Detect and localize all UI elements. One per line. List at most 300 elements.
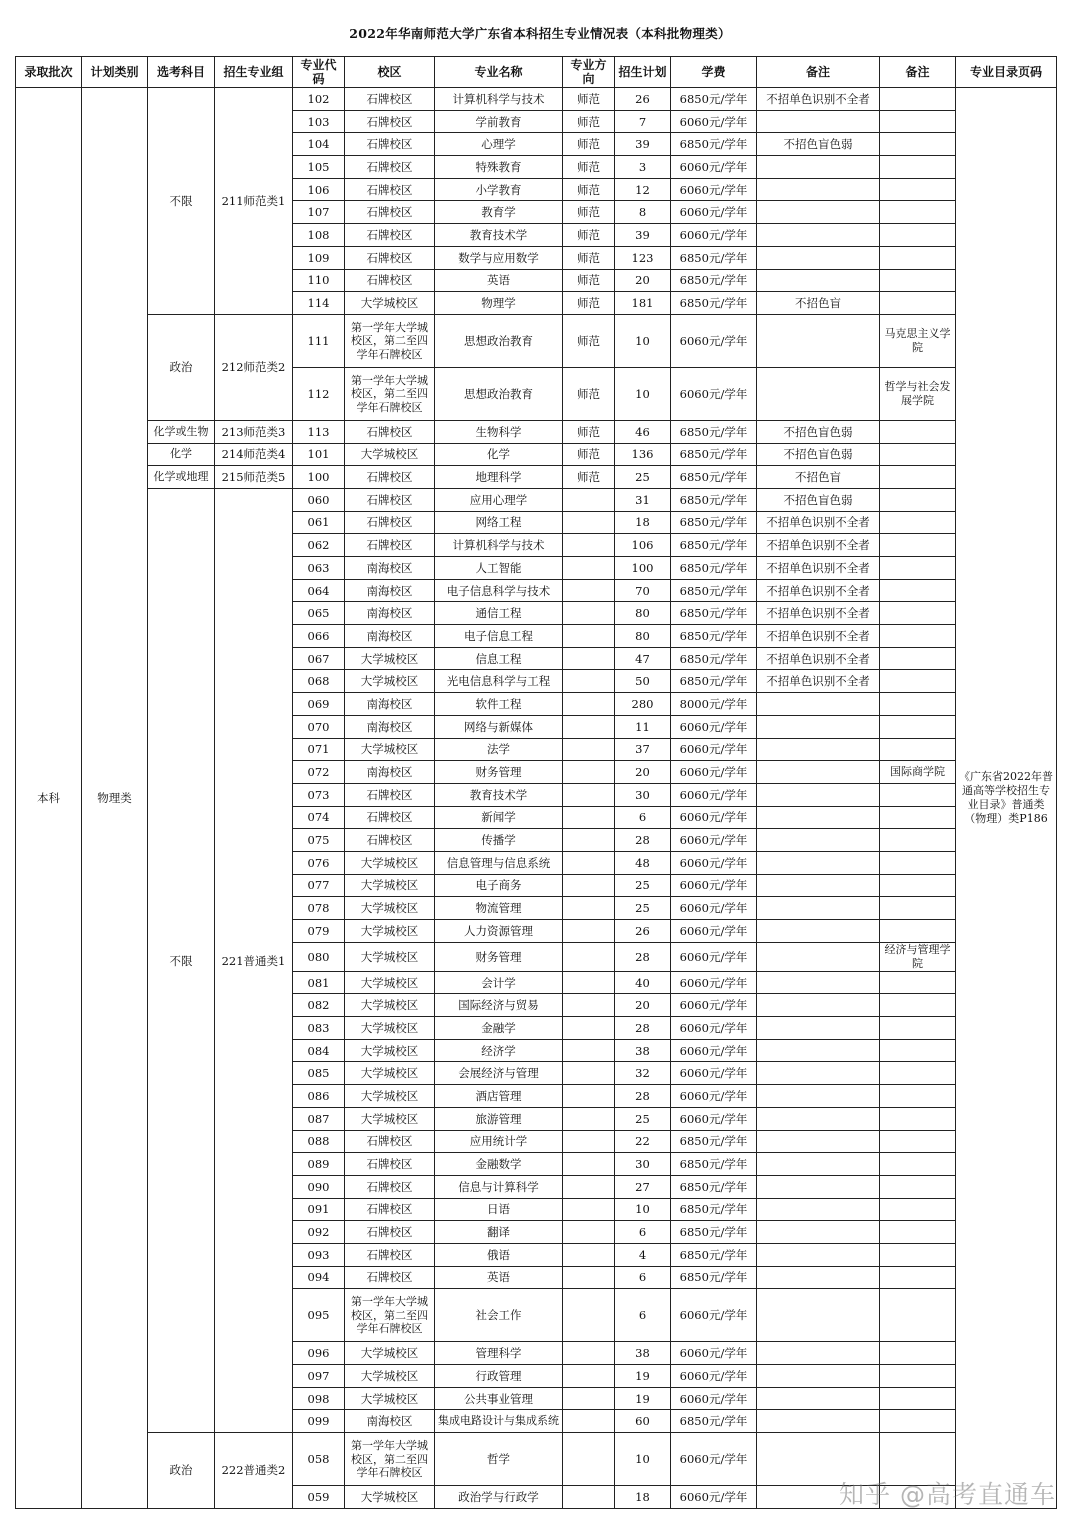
direction-cell bbox=[563, 874, 615, 897]
remark2-cell-text: 经济与管理学院 bbox=[884, 942, 951, 970]
enrollment-plan-cell: 6 bbox=[615, 1221, 671, 1244]
remark2-cell bbox=[880, 874, 956, 897]
tuition-cell: 6850元/学年 bbox=[671, 1175, 757, 1198]
tuition-cell: 6850元/学年 bbox=[671, 88, 757, 111]
remark2-cell bbox=[880, 693, 956, 716]
remark-cell bbox=[757, 1085, 880, 1108]
enrollment-plan-cell: 8 bbox=[615, 201, 671, 224]
remark-cell bbox=[757, 1017, 880, 1040]
direction-cell bbox=[563, 625, 615, 648]
major-code-cell: 072 bbox=[293, 761, 345, 784]
remark-cell: 不招单色识别不全者 bbox=[757, 647, 880, 670]
major-name-cell: 翻译 bbox=[435, 1221, 563, 1244]
direction-cell bbox=[563, 1266, 615, 1289]
column-header: 校区 bbox=[345, 57, 435, 88]
remark2-cell bbox=[880, 738, 956, 761]
major-code-cell: 090 bbox=[293, 1175, 345, 1198]
major-name-cell: 金融学 bbox=[435, 1017, 563, 1040]
enrollment-plan-cell: 18 bbox=[615, 511, 671, 534]
tuition-cell: 6850元/学年 bbox=[671, 1153, 757, 1176]
major-name-cell: 教育学 bbox=[435, 201, 563, 224]
direction-cell bbox=[563, 488, 615, 511]
column-header: 录取批次 bbox=[16, 57, 82, 88]
enrollment-plan-cell: 80 bbox=[615, 602, 671, 625]
remark2-cell bbox=[880, 1365, 956, 1388]
major-name-cell: 社会工作 bbox=[435, 1289, 563, 1342]
tuition-cell: 6850元/学年 bbox=[671, 1243, 757, 1266]
campus-cell: 大学城校区 bbox=[345, 851, 435, 874]
major-code-cell: 109 bbox=[293, 246, 345, 269]
column-header: 备注 bbox=[880, 57, 956, 88]
enrollment-plan-cell: 100 bbox=[615, 557, 671, 580]
major-name-cell: 计算机科学与技术 bbox=[435, 534, 563, 557]
enrollment-plan-cell: 6 bbox=[615, 806, 671, 829]
major-code-cell: 105 bbox=[293, 156, 345, 179]
campus-cell-text: 第一学年大学城校区，第二至四学年石牌校区 bbox=[351, 1439, 428, 1480]
direction-cell bbox=[563, 920, 615, 943]
remark2-cell bbox=[880, 488, 956, 511]
campus-cell: 南海校区 bbox=[345, 715, 435, 738]
remark-cell bbox=[757, 246, 880, 269]
campus-cell: 大学城校区 bbox=[345, 897, 435, 920]
enrollment-plan-cell: 26 bbox=[615, 920, 671, 943]
remark-cell bbox=[757, 715, 880, 738]
remark2-cell bbox=[880, 942, 956, 971]
tuition-cell: 6060元/学年 bbox=[671, 783, 757, 806]
remark2-cell bbox=[880, 1221, 956, 1244]
major-code-cell: 098 bbox=[293, 1387, 345, 1410]
remark2-cell bbox=[880, 1153, 956, 1176]
enrollment-plan-cell: 26 bbox=[615, 88, 671, 111]
direction-cell bbox=[563, 715, 615, 738]
direction-cell: 师范 bbox=[563, 367, 615, 420]
remark2-cell bbox=[880, 670, 956, 693]
enrollment-plan-cell: 7 bbox=[615, 110, 671, 133]
remark2-cell bbox=[880, 511, 956, 534]
major-group-cell: 214师范类4 bbox=[215, 443, 293, 466]
major-code-cell: 088 bbox=[293, 1130, 345, 1153]
enrollment-plan-cell: 10 bbox=[615, 314, 671, 367]
major-name-cell: 俄语 bbox=[435, 1243, 563, 1266]
tuition-cell: 6850元/学年 bbox=[671, 420, 757, 443]
direction-cell bbox=[563, 897, 615, 920]
remark-cell bbox=[757, 1153, 880, 1176]
major-code-cell: 073 bbox=[293, 783, 345, 806]
major-code-cell: 095 bbox=[293, 1289, 345, 1342]
direction-cell: 师范 bbox=[563, 88, 615, 111]
remark-cell: 不招单色识别不全者 bbox=[757, 557, 880, 580]
enrollment-plan-cell: 46 bbox=[615, 420, 671, 443]
enrollment-plan-cell: 20 bbox=[615, 761, 671, 784]
page-title: 2022年华南师范大学广东省本科招生专业情况表（本科批物理类） bbox=[349, 26, 731, 41]
remark-cell: 不招色盲色弱 bbox=[757, 443, 880, 466]
direction-cell: 师范 bbox=[563, 466, 615, 489]
remark-cell: 不招色盲色弱 bbox=[757, 420, 880, 443]
table-row bbox=[16, 488, 1057, 511]
remark2-cell bbox=[880, 1017, 956, 1040]
tuition-cell: 6060元/学年 bbox=[671, 1342, 757, 1365]
remark2-cell bbox=[880, 897, 956, 920]
tuition-cell: 6060元/学年 bbox=[671, 1486, 757, 1509]
enrollment-plan-cell: 28 bbox=[615, 1085, 671, 1108]
major-name-cell: 人力资源管理 bbox=[435, 920, 563, 943]
direction-cell bbox=[563, 511, 615, 534]
remark2-cell bbox=[880, 1198, 956, 1221]
major-code-cell: 079 bbox=[293, 920, 345, 943]
remark-cell bbox=[757, 738, 880, 761]
major-name-cell: 人工智能 bbox=[435, 557, 563, 580]
remark2-cell bbox=[880, 466, 956, 489]
campus-cell: 南海校区 bbox=[345, 761, 435, 784]
remark-cell bbox=[757, 1342, 880, 1365]
direction-cell bbox=[563, 1175, 615, 1198]
major-group-cell: 221普通类1 bbox=[215, 488, 293, 1432]
tuition-cell: 6060元/学年 bbox=[671, 1085, 757, 1108]
major-name-cell: 国际经济与贸易 bbox=[435, 994, 563, 1017]
subject-requirement-cell: 不限 bbox=[148, 88, 215, 315]
remark-cell bbox=[757, 224, 880, 247]
remark-cell bbox=[757, 829, 880, 852]
direction-cell bbox=[563, 829, 615, 852]
table-row bbox=[16, 314, 1057, 367]
remark2-cell bbox=[880, 994, 956, 1017]
enrollment-plan-cell: 10 bbox=[615, 367, 671, 420]
major-name-cell: 小学教育 bbox=[435, 178, 563, 201]
remark2-cell bbox=[880, 829, 956, 852]
remark2-cell bbox=[880, 1130, 956, 1153]
major-name-cell: 应用心理学 bbox=[435, 488, 563, 511]
remark2-cell bbox=[880, 133, 956, 156]
campus-cell: 石牌校区 bbox=[345, 783, 435, 806]
remark2-cell bbox=[880, 420, 956, 443]
major-code-cell: 111 bbox=[293, 314, 345, 367]
enrollment-plan-cell: 30 bbox=[615, 783, 671, 806]
campus-cell: 大学城校区 bbox=[345, 1017, 435, 1040]
major-code-cell: 071 bbox=[293, 738, 345, 761]
direction-cell: 师范 bbox=[563, 133, 615, 156]
enrollment-plan-cell: 25 bbox=[615, 874, 671, 897]
enrollment-plan-cell: 40 bbox=[615, 971, 671, 994]
enrollment-plan-cell: 30 bbox=[615, 1153, 671, 1176]
tuition-cell: 6850元/学年 bbox=[671, 534, 757, 557]
enrollment-plan-cell: 31 bbox=[615, 488, 671, 511]
major-code-cell: 101 bbox=[293, 443, 345, 466]
enrollment-plan-cell: 106 bbox=[615, 534, 671, 557]
major-name-cell: 经济学 bbox=[435, 1039, 563, 1062]
direction-cell bbox=[563, 851, 615, 874]
direction-cell bbox=[563, 670, 615, 693]
remark-cell bbox=[757, 367, 880, 420]
major-code-cell: 091 bbox=[293, 1198, 345, 1221]
campus-cell: 石牌校区 bbox=[345, 133, 435, 156]
major-name-cell: 法学 bbox=[435, 738, 563, 761]
column-header: 专业目录页码 bbox=[956, 57, 1057, 88]
major-code-cell: 061 bbox=[293, 511, 345, 534]
tuition-cell: 6850元/学年 bbox=[671, 602, 757, 625]
major-code-cell: 062 bbox=[293, 534, 345, 557]
campus-cell bbox=[345, 1433, 435, 1486]
campus-cell: 南海校区 bbox=[345, 1410, 435, 1433]
enrollment-plan-cell: 20 bbox=[615, 994, 671, 1017]
direction-cell bbox=[563, 761, 615, 784]
enrollment-plan-cell: 80 bbox=[615, 625, 671, 648]
major-group-cell: 213师范类3 bbox=[215, 420, 293, 443]
tuition-cell: 6060元/学年 bbox=[671, 994, 757, 1017]
enrollment-plan-cell: 38 bbox=[615, 1039, 671, 1062]
tuition-cell: 6060元/学年 bbox=[671, 971, 757, 994]
subject-requirement-cell: 化学或地理 bbox=[148, 466, 215, 489]
enrollment-plan-cell: 3 bbox=[615, 156, 671, 179]
major-code-cell: 097 bbox=[293, 1365, 345, 1388]
tuition-cell: 6850元/学年 bbox=[671, 466, 757, 489]
tuition-cell: 6850元/学年 bbox=[671, 625, 757, 648]
remark2-cell bbox=[880, 224, 956, 247]
remark2-cell bbox=[880, 602, 956, 625]
major-name-cell: 物流管理 bbox=[435, 897, 563, 920]
subject-requirement-cell: 不限 bbox=[148, 488, 215, 1432]
major-code-cell: 084 bbox=[293, 1039, 345, 1062]
major-code-cell: 104 bbox=[293, 133, 345, 156]
column-header: 招生专业组 bbox=[215, 57, 293, 88]
major-name-cell: 财务管理 bbox=[435, 761, 563, 784]
direction-cell bbox=[563, 738, 615, 761]
column-header: 选考科目 bbox=[148, 57, 215, 88]
remark-cell: 不招单色识别不全者 bbox=[757, 602, 880, 625]
direction-cell bbox=[563, 1198, 615, 1221]
enrollment-plan-cell: 6 bbox=[615, 1289, 671, 1342]
remark2-cell bbox=[880, 110, 956, 133]
major-name-cell: 学前教育 bbox=[435, 110, 563, 133]
catalog-page-cell-text: 《广东省2022年普通高等学校招生专业目录》普通类（物理）类P186 bbox=[959, 769, 1053, 825]
major-code-cell: 075 bbox=[293, 829, 345, 852]
remark2-cell bbox=[880, 1289, 956, 1342]
remark-cell bbox=[757, 269, 880, 292]
campus-cell: 石牌校区 bbox=[345, 224, 435, 247]
remark-cell bbox=[757, 1365, 880, 1388]
major-code-cell: 070 bbox=[293, 715, 345, 738]
campus-cell bbox=[345, 314, 435, 367]
major-code-cell: 076 bbox=[293, 851, 345, 874]
major-code-cell: 078 bbox=[293, 897, 345, 920]
remark-cell bbox=[757, 1039, 880, 1062]
remark-cell bbox=[757, 110, 880, 133]
tuition-cell: 6060元/学年 bbox=[671, 1387, 757, 1410]
campus-cell: 石牌校区 bbox=[345, 178, 435, 201]
enrollment-plan-cell: 181 bbox=[615, 292, 671, 315]
tuition-cell: 6850元/学年 bbox=[671, 246, 757, 269]
tuition-cell: 6850元/学年 bbox=[671, 511, 757, 534]
column-header: 专业代码 bbox=[293, 57, 345, 88]
tuition-cell: 6060元/学年 bbox=[671, 110, 757, 133]
major-code-cell: 069 bbox=[293, 693, 345, 716]
table-row bbox=[16, 88, 1057, 111]
major-code-cell: 089 bbox=[293, 1153, 345, 1176]
direction-cell bbox=[563, 1387, 615, 1410]
subject-requirement-cell: 政治 bbox=[148, 314, 215, 420]
tuition-cell: 6850元/学年 bbox=[671, 1221, 757, 1244]
direction-cell: 师范 bbox=[563, 269, 615, 292]
major-code-cell: 068 bbox=[293, 670, 345, 693]
tuition-cell: 6060元/学年 bbox=[671, 224, 757, 247]
remark-cell bbox=[757, 1410, 880, 1433]
tuition-cell: 6060元/学年 bbox=[671, 1039, 757, 1062]
enrollment-plan-cell: 10 bbox=[615, 1433, 671, 1486]
tuition-cell: 6060元/学年 bbox=[671, 178, 757, 201]
remark-cell bbox=[757, 1107, 880, 1130]
remark-cell bbox=[757, 314, 880, 367]
major-name-cell: 地理科学 bbox=[435, 466, 563, 489]
tuition-cell: 6060元/学年 bbox=[671, 851, 757, 874]
major-name-cell: 行政管理 bbox=[435, 1365, 563, 1388]
remark-cell bbox=[757, 1387, 880, 1410]
campus-cell: 石牌校区 bbox=[345, 156, 435, 179]
remark2-cell bbox=[880, 579, 956, 602]
remark-cell bbox=[757, 806, 880, 829]
campus-cell: 石牌校区 bbox=[345, 534, 435, 557]
major-code-cell: 093 bbox=[293, 1243, 345, 1266]
major-name-cell bbox=[435, 1410, 563, 1433]
campus-cell: 南海校区 bbox=[345, 625, 435, 648]
enrollment-plan-cell: 48 bbox=[615, 851, 671, 874]
remark2-cell bbox=[880, 971, 956, 994]
major-code-cell: 058 bbox=[293, 1433, 345, 1486]
remark-cell: 不招单色识别不全者 bbox=[757, 579, 880, 602]
major-code-cell: 074 bbox=[293, 806, 345, 829]
remark2-cell bbox=[880, 1342, 956, 1365]
campus-cell: 石牌校区 bbox=[345, 829, 435, 852]
tuition-cell: 6060元/学年 bbox=[671, 738, 757, 761]
major-name-cell: 会计学 bbox=[435, 971, 563, 994]
major-code-cell: 087 bbox=[293, 1107, 345, 1130]
major-group-cell: 215师范类5 bbox=[215, 466, 293, 489]
campus-cell bbox=[345, 367, 435, 420]
remark-cell bbox=[757, 201, 880, 224]
campus-cell-text: 第一学年大学城校区，第二至四学年石牌校区 bbox=[351, 373, 428, 414]
major-code-cell: 096 bbox=[293, 1342, 345, 1365]
major-name-cell: 旅游管理 bbox=[435, 1107, 563, 1130]
major-code-cell: 092 bbox=[293, 1221, 345, 1244]
direction-cell: 师范 bbox=[563, 443, 615, 466]
enrollment-plan-cell: 37 bbox=[615, 738, 671, 761]
direction-cell bbox=[563, 1486, 615, 1509]
major-name-cell: 信息工程 bbox=[435, 647, 563, 670]
major-code-cell: 114 bbox=[293, 292, 345, 315]
table-row bbox=[16, 420, 1057, 443]
enrollment-plan-cell: 25 bbox=[615, 897, 671, 920]
campus-cell: 大学城校区 bbox=[345, 942, 435, 971]
direction-cell bbox=[563, 1433, 615, 1486]
remark2-cell bbox=[880, 557, 956, 580]
campus-cell: 石牌校区 bbox=[345, 806, 435, 829]
major-name-cell: 电子商务 bbox=[435, 874, 563, 897]
remark2-cell bbox=[880, 156, 956, 179]
remark2-cell bbox=[880, 534, 956, 557]
campus-cell: 大学城校区 bbox=[345, 994, 435, 1017]
remark-cell bbox=[757, 1175, 880, 1198]
campus-cell: 石牌校区 bbox=[345, 1175, 435, 1198]
remark2-cell bbox=[880, 1243, 956, 1266]
major-code-cell: 083 bbox=[293, 1017, 345, 1040]
direction-cell: 师范 bbox=[563, 178, 615, 201]
table-header-row bbox=[16, 57, 1057, 88]
major-name-cell: 管理科学 bbox=[435, 1342, 563, 1365]
tuition-cell: 6060元/学年 bbox=[671, 942, 757, 971]
campus-cell: 南海校区 bbox=[345, 602, 435, 625]
campus-cell: 大学城校区 bbox=[345, 738, 435, 761]
campus-cell: 石牌校区 bbox=[345, 1198, 435, 1221]
remark2-cell bbox=[880, 314, 956, 367]
remark-cell bbox=[757, 897, 880, 920]
remark2-cell bbox=[880, 783, 956, 806]
major-name-cell: 网络与新媒体 bbox=[435, 715, 563, 738]
remark2-cell bbox=[880, 1039, 956, 1062]
tuition-cell: 6850元/学年 bbox=[671, 269, 757, 292]
direction-cell bbox=[563, 557, 615, 580]
campus-cell: 石牌校区 bbox=[345, 420, 435, 443]
campus-cell: 大学城校区 bbox=[345, 1342, 435, 1365]
column-header: 招生计划 bbox=[615, 57, 671, 88]
tuition-cell: 6850元/学年 bbox=[671, 488, 757, 511]
remark-cell bbox=[757, 761, 880, 784]
enrollment-plan-cell: 50 bbox=[615, 670, 671, 693]
remark2-cell bbox=[880, 1107, 956, 1130]
admission-batch-cell: 本科 bbox=[16, 88, 82, 1509]
column-header: 备注 bbox=[757, 57, 880, 88]
campus-cell: 石牌校区 bbox=[345, 269, 435, 292]
column-header: 学费 bbox=[671, 57, 757, 88]
enrollment-plan-cell: 12 bbox=[615, 178, 671, 201]
major-name-cell: 金融数学 bbox=[435, 1153, 563, 1176]
tuition-cell: 6060元/学年 bbox=[671, 156, 757, 179]
campus-cell: 南海校区 bbox=[345, 693, 435, 716]
campus-cell: 大学城校区 bbox=[345, 971, 435, 994]
remark-cell bbox=[757, 942, 880, 971]
tuition-cell: 6850元/学年 bbox=[671, 443, 757, 466]
major-name-cell: 教育技术学 bbox=[435, 224, 563, 247]
major-name-cell: 生物科学 bbox=[435, 420, 563, 443]
direction-cell bbox=[563, 1085, 615, 1108]
direction-cell bbox=[563, 1243, 615, 1266]
major-name-cell: 计算机科学与技术 bbox=[435, 88, 563, 111]
direction-cell: 师范 bbox=[563, 110, 615, 133]
tuition-cell: 6850元/学年 bbox=[671, 1198, 757, 1221]
tuition-cell: 6060元/学年 bbox=[671, 1107, 757, 1130]
campus-cell: 石牌校区 bbox=[345, 110, 435, 133]
remark-cell: 不招单色识别不全者 bbox=[757, 670, 880, 693]
major-code-cell: 112 bbox=[293, 367, 345, 420]
campus-cell: 石牌校区 bbox=[345, 88, 435, 111]
major-name-cell: 公共事业管理 bbox=[435, 1387, 563, 1410]
remark2-cell bbox=[880, 367, 956, 420]
tuition-cell: 6060元/学年 bbox=[671, 1289, 757, 1342]
tuition-cell: 6850元/学年 bbox=[671, 647, 757, 670]
remark-cell: 不招色盲色弱 bbox=[757, 488, 880, 511]
remark2-cell bbox=[880, 1062, 956, 1085]
enrollment-plan-cell: 4 bbox=[615, 1243, 671, 1266]
major-name-cell: 教育技术学 bbox=[435, 783, 563, 806]
remark-cell bbox=[757, 1221, 880, 1244]
column-header: 计划类别 bbox=[82, 57, 148, 88]
enrollment-plan-cell: 28 bbox=[615, 1017, 671, 1040]
tuition-cell: 6060元/学年 bbox=[671, 920, 757, 943]
direction-cell bbox=[563, 693, 615, 716]
major-name-cell: 英语 bbox=[435, 269, 563, 292]
enrollment-plan-cell: 39 bbox=[615, 133, 671, 156]
enrollment-plan-cell: 38 bbox=[615, 1342, 671, 1365]
campus-cell: 大学城校区 bbox=[345, 670, 435, 693]
major-name-cell: 通信工程 bbox=[435, 602, 563, 625]
remark-cell bbox=[757, 1130, 880, 1153]
